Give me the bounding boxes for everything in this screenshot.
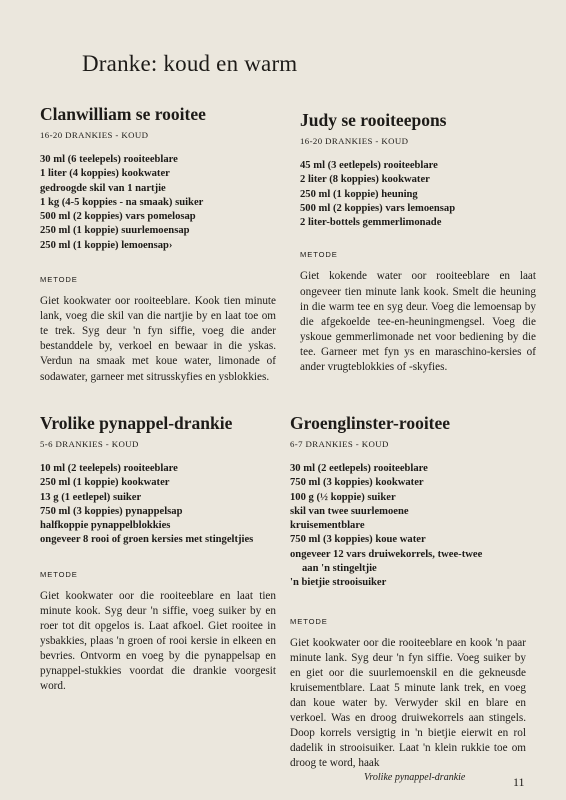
ingredient: 45 ml (3 eetlepels) rooiteeblare (300, 160, 438, 171)
ingredient: gedroogde skil van 1 nartjie (40, 182, 166, 194)
recipe-title: Clanwilliam se rooitee (40, 104, 206, 124)
page-number: 11 (513, 775, 525, 789)
ingredient: 250 ml (1 koppie) lemoensap› (40, 239, 173, 251)
recipe-vrolike-pynappel (40, 413, 276, 706)
ingredient: 30 ml (2 eetlepels) rooiteeblare (290, 463, 428, 474)
ingredient: 250 ml (1 koppie) suurlemoensap (40, 225, 190, 237)
recipe-servings: 16-20 DRANKIES - KOUD (300, 136, 409, 146)
recipe-servings: 5-6 DRANKIES - KOUD (40, 439, 139, 449)
recipe-title: Vrolike pynappel-drankie (40, 413, 233, 433)
recipe-groenglinster-rooitee (290, 413, 526, 783)
ingredient: halfkoppie pynappelblokkies (40, 520, 171, 532)
method-heading: METODE (40, 569, 78, 579)
ingredient: aan 'n stingeltjie (302, 563, 377, 575)
ingredient: 750 ml (3 koppies) pynappelsap (40, 505, 183, 517)
recipe-clanwilliam-rooitee (40, 104, 276, 396)
method-text: Giet kokende water oor rooiteeblare en laat ongeveer tien minute lank kook. Smelt die heuning in die warm tee en syg deur. Voeg die lemoensap by die afgekoelde tee-en-heuningmengsel. Voeg die yskoue gemmerlimonade net voor bediening by die tee. Garneer met fyn ys en maraschino-kersies of ander vrugteblokkies of -skyfies. (300, 270, 536, 374)
photo-caption: Vrolike pynappel-drankie (364, 772, 466, 783)
recipe-judy-rooiteepons (300, 110, 536, 386)
ingredient-list (300, 159, 536, 230)
recipe-servings: 6-7 DRANKIES - KOUD (290, 439, 389, 449)
recipe-title: Judy se rooiteepons (300, 110, 447, 130)
ingredient: 1 kg (4-5 koppies - na smaak) suiker (40, 196, 204, 208)
page-title: Dranke: koud en warm (82, 51, 298, 77)
method-text: Giet kookwater oor die rooiteeblare en laat tien minute kook. Syg deur 'n siffie, voeg suiker by en roer tot dit opgelos is. Laat afkoel. Giet rooitee in ysbakkies, plaas 'n groen of rooi kersie in elkeen en bevries. Ontvorm en voeg by die pynappelsap en pynappel-stukkies voordat die drankie voorgesit word. (40, 589, 276, 693)
method-heading: METODE (300, 250, 338, 260)
ingredient: 1 liter (4 koppies) kookwater (40, 168, 170, 180)
ingredient-list (40, 153, 276, 253)
recipe-servings: 16-20 DRANKIES - KOUD (40, 130, 149, 140)
method-text: Giet kookwater oor rooiteeblare. Kook tien minute lank, voeg die skil van die nartjie by en laat toe om te trek. Syg deur 'n fyn siffie, voeg die ander bestanddele by, verkoel en bewaar in die yskas. Verdun na smaak met koue water, limonade of sodawater, garneer met sitrusskyfies en ysblokkies. (40, 295, 276, 383)
method-heading: METODE (40, 275, 78, 285)
ingredient: ongeveer 12 vars druiwekorrels, twee-twee (290, 548, 483, 560)
ingredient: 100 g (½ koppie) suiker (290, 491, 396, 503)
ingredient: 13 g (1 eetlepel) suiker (40, 491, 142, 503)
ingredient: 'n bietjie strooisuiker (290, 577, 387, 589)
method-heading: METODE (290, 616, 328, 626)
method-text: Giet kookwater oor die rooiteeblare en kook 'n paar minute lank. Syg deur 'n fyn siffie. Voeg suiker by en giet oor die suurlemoenskil en die gekneusde kruisementblare. Laat 5 minute lank trek, en voeg dan koue water by. Verwyder skil en blare en verkoel. Was en droog druiwekorrels aan stingels. Doop korrels versigtig in 'n bietjie eierwit en rol dadelik in strooisuiker. Laat 'n klein rukkie toe om droog te word, haak (290, 636, 526, 770)
ingredient: 500 ml (2 koppies) vars pomelosap (40, 211, 196, 223)
ingredient-list (40, 462, 276, 548)
ingredient: 2 liter-bottels gemmerlimonade (300, 217, 442, 229)
ingredient: ongeveer 8 rooi of groen kersies met stingeltjies (40, 534, 254, 546)
ingredient: 750 ml (3 koppies) koue water (290, 534, 426, 546)
ingredient: kruisementblare (290, 520, 365, 532)
ingredient: 10 ml (2 teelepels) rooiteeblare (40, 463, 178, 474)
ingredient: 2 liter (8 koppies) kookwater (300, 174, 430, 186)
ingredient: 250 ml (1 koppie) heuning (300, 188, 418, 200)
ingredient: skil van twee suurlemoene (290, 505, 409, 517)
recipe-title: Groenglinster-rooitee (290, 413, 451, 433)
ingredient: 30 ml (6 teelepels) rooiteeblare (40, 154, 178, 165)
ingredient: 500 ml (2 koppies) vars lemoensap (300, 202, 456, 214)
ingredient-list (290, 462, 526, 591)
ingredient: 750 ml (3 koppies) kookwater (290, 477, 424, 489)
ingredient: 250 ml (1 koppie) kookwater (40, 477, 170, 489)
